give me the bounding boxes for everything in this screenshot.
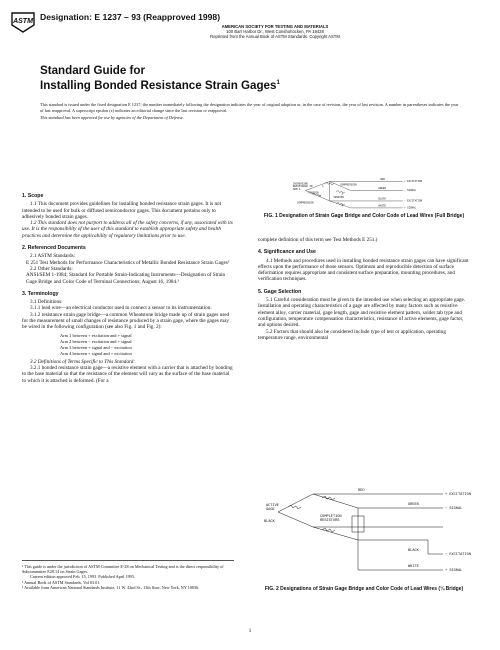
- document-title: [40, 64, 280, 92]
- definition-bonded-gage: 3.2.1 bonded resistance strain gage—a resistive element with a carrier that is attached by bonding to the base material so that the resistance of the element will vary as the surface of the base material to which it is attached is deformed. (For a: [22, 364, 233, 384]
- left-column: [22, 187, 234, 384]
- fig2-label-green: GREEN: [408, 503, 419, 507]
- fig1-label-green: GREEN: [378, 187, 386, 191]
- paragraph-5-2: 5.2 Factors that should also be considered include type of test or application, operating temperature range, environmental: [258, 328, 446, 341]
- arm-item: Arm 1 between + excitation and + signal: [60, 332, 132, 338]
- footnote-3: ³ Available from American National Standards Institute, 11 W. 42nd St., 13th floor, New York, NY 10036.: [22, 584, 200, 590]
- preamble-notice: This standard is issued under the fixed designation E 1237; the number immediately following the designation indicates the year of original adoption or, in the case of revision, the year of last revision. A number in parentheses indicates the year of last reapproval. A superscript epsilon (ε) indicates an editorial change since the last revision or reapproval.: [40, 102, 459, 113]
- arm-item: Arm 4 between + signal and + excitation: [60, 350, 132, 356]
- fig1-label-white: WHITE: [378, 204, 386, 208]
- fig2-label-white: WHITE: [408, 565, 419, 569]
- preamble: [40, 102, 460, 123]
- astm-logo: [10, 11, 36, 33]
- section-heading-significance: 4. Significance and Use: [258, 249, 316, 256]
- figure-2-quarter-bridge: [258, 482, 478, 582]
- fig2-label-gage: GAGE: [266, 508, 275, 512]
- section-heading-terminology: 3. Terminology: [22, 290, 59, 297]
- fig2-label-excitation-negative: − EXCITATION: [445, 553, 471, 557]
- publisher-block: [150, 24, 400, 40]
- fig1-label-compression-1: COMPRESSION: [340, 183, 357, 187]
- fig1-label-red: RED: [380, 178, 386, 182]
- footnote-1b: Current edition approved Feb. 15, 1993. Published April 1993.: [30, 574, 135, 580]
- paragraph-1-2: 1.2 This standard does not purport to address all of the safety concerns, if any, associated with its use. It is the responsibility of the user of this standard to establish appropriate safety and health practices and determine the applicability of regulatory limitations prior to use.: [22, 220, 233, 239]
- right-column: [258, 237, 470, 341]
- paragraph-2-2: 2.2 Other Standards:: [30, 265, 73, 272]
- fig1-label-excitation-positive: + EXCITATION: [404, 180, 423, 184]
- fig1-label-arm-1: ARM 1: [292, 187, 301, 191]
- page-number: 1: [248, 628, 252, 634]
- fig2-label-active: ACTIVE: [266, 504, 279, 508]
- fig1-label-excitation-negative: − EXCITATION: [404, 199, 423, 203]
- fig1-arm-number: 3: [319, 194, 321, 198]
- figure-2-caption: FIG. 2 Designations of Strain Gage Bridge and Color Code of Lead Wires (¼ Bridge): [264, 586, 464, 592]
- publisher-line: 100 Barr Harbor Dr., West Conshohocken, PA 19428: [226, 29, 324, 35]
- fig1-label-black: BLACK: [378, 197, 386, 201]
- fig2-label-signal-negative: − SIGNAL: [445, 507, 463, 511]
- arm-item: Arm 3 between + signal and − excitation: [60, 344, 132, 350]
- reference-ansi-sem: ANSI/SEM 1-1984; Standard for Portable Strain-Indicating Instruments—Designation of Strain Gage Bridge and Color Code of Terminal Connections; August 16, 1984.³: [26, 272, 226, 285]
- fig1-label-resistance-in: RESISTANCE IN: [292, 185, 313, 189]
- fig2-label-red: RED: [358, 489, 365, 493]
- title-line-1: Standard Guide for: [40, 64, 145, 77]
- figure-1-full-bridge: [258, 178, 478, 210]
- publisher-line: Reprinted from the Annual Book of ASTM Standards. Copyright ASTM: [210, 34, 340, 40]
- paragraph-4-1: 4.1 Methods and procedures used in installing bonded resistance strain gages can have significant effects upon the performance of those sensors. Optimum and reproducible detection of surface deformation requires appropriate and consistent surface preparation, mounting procedures, and verification techniques.: [258, 257, 469, 283]
- footnote-1: ¹ This guide is under the jurisdiction of ASTM Committee E-28 on Mechanical Testing and is the direct responsibility of Subcommittee E28.14 on Strain Gages.: [22, 564, 224, 575]
- title-text: Installing Bonded Resistance Strain Gages: [40, 78, 277, 92]
- publisher-line: AMERICAN SOCIETY FOR TESTING AND MATERIALS: [221, 24, 329, 29]
- fig1-arm-number: 1: [322, 185, 324, 189]
- figure-1-caption: FIG. 1 Designation of Strain Gage Bridge and Color Code of Lead Wires (Full Bridge): [263, 213, 465, 219]
- fig2-label-excitation-positive: + EXCITATION: [445, 493, 471, 497]
- fig2-label-resistors: RESISTORS: [320, 519, 340, 523]
- fig1-arm-number: 2: [341, 192, 344, 196]
- designation: Designation: E 1237 – 93 (Reapproved 1998): [40, 12, 221, 22]
- section-heading-scope: 1. Scope: [22, 193, 44, 199]
- astm-logo-text: ASTM: [13, 18, 33, 25]
- definition-lead-wire: 3.1.1 lead wire—an electrical conductor used to connect a sensor to its instrumentation.: [30, 305, 212, 312]
- fig1-label-tension-2: TENSION: [333, 196, 344, 200]
- paragraph-3-2: 3.2 Definitions of Terms Specific to This Standard:: [30, 358, 136, 365]
- fig1-label-tension-1: TENSION: [308, 191, 319, 195]
- fig2-label-black: BLACK: [408, 549, 419, 553]
- paragraph-5-1: 5.1 Careful consideration must be given to the intended use when selecting an appropriate gage. Installation and operating characteristics of a gage are affected by many factors such as resistive element alloy, carrier material, gage length, gage and resistive element pattern, solder tab type and configuration, temperature compensation characteristics, resistance of active elements, gage factor, and options desired.: [258, 297, 466, 329]
- paragraph-2-1: 2.1 ASTM Standards:: [30, 253, 76, 260]
- fig1-label-signal-negative: − SIGNAL: [404, 189, 417, 193]
- footnotes: [22, 560, 234, 590]
- dod-approval-note: This standard has been approved for use by agencies of the Department of Defense.: [40, 115, 184, 121]
- arm-item: Arm 2 between − excitation and + signal: [60, 338, 132, 344]
- fig1-arm-number: 4: [341, 204, 344, 208]
- fig2-label-black-left: BLACK: [264, 520, 275, 524]
- footnote-2: ² Annual Book of ASTM Standards, Vol 03.01.: [22, 579, 101, 585]
- paragraph-1-1: 1.1 This document provides guidelines for installing bonded resistance strain gages. It is not intended to be used for bulk or diffused semiconductor gages. This document pertains only to adhesively bonded strain gages.: [22, 201, 222, 220]
- title-footnote-ref: 1: [276, 80, 280, 86]
- definition-continuation: complete definition of this term see Test Methods E 251.): [258, 237, 378, 243]
- paragraph-3-1: 3.1 Definitions:: [30, 299, 63, 306]
- section-heading-gage-selection: 5. Gage Selection: [258, 288, 302, 295]
- reference-e251: E 251 Test Methods for Performance Characteristics of Metallic Bonded Resistance Strain Gages²: [26, 259, 230, 266]
- fig1-label-compression-2: COMPRESSION: [297, 201, 314, 205]
- fig2-label-signal-positive: + SIGNAL: [445, 569, 463, 573]
- fig1-label-signal-positive: + SIGNAL: [404, 206, 417, 210]
- title-line-2: [40, 77, 280, 92]
- fig1-label-increasing: INCREASING: [292, 182, 308, 186]
- fig2-label-completion: COMPLETION: [320, 515, 342, 519]
- section-heading-referenced-documents: 2. Referenced Documents: [22, 245, 86, 252]
- definition-bridge: 3.1.2 resistance strain gage bridge—a common Wheatstone bridge made up of strain gages used for the measurement of small changes of resistance produced by a strain gage, where the gages may be wired in the following configuration (see also Fig. 1 and Fig. 2):: [22, 311, 230, 331]
- arm-list: [22, 333, 234, 357]
